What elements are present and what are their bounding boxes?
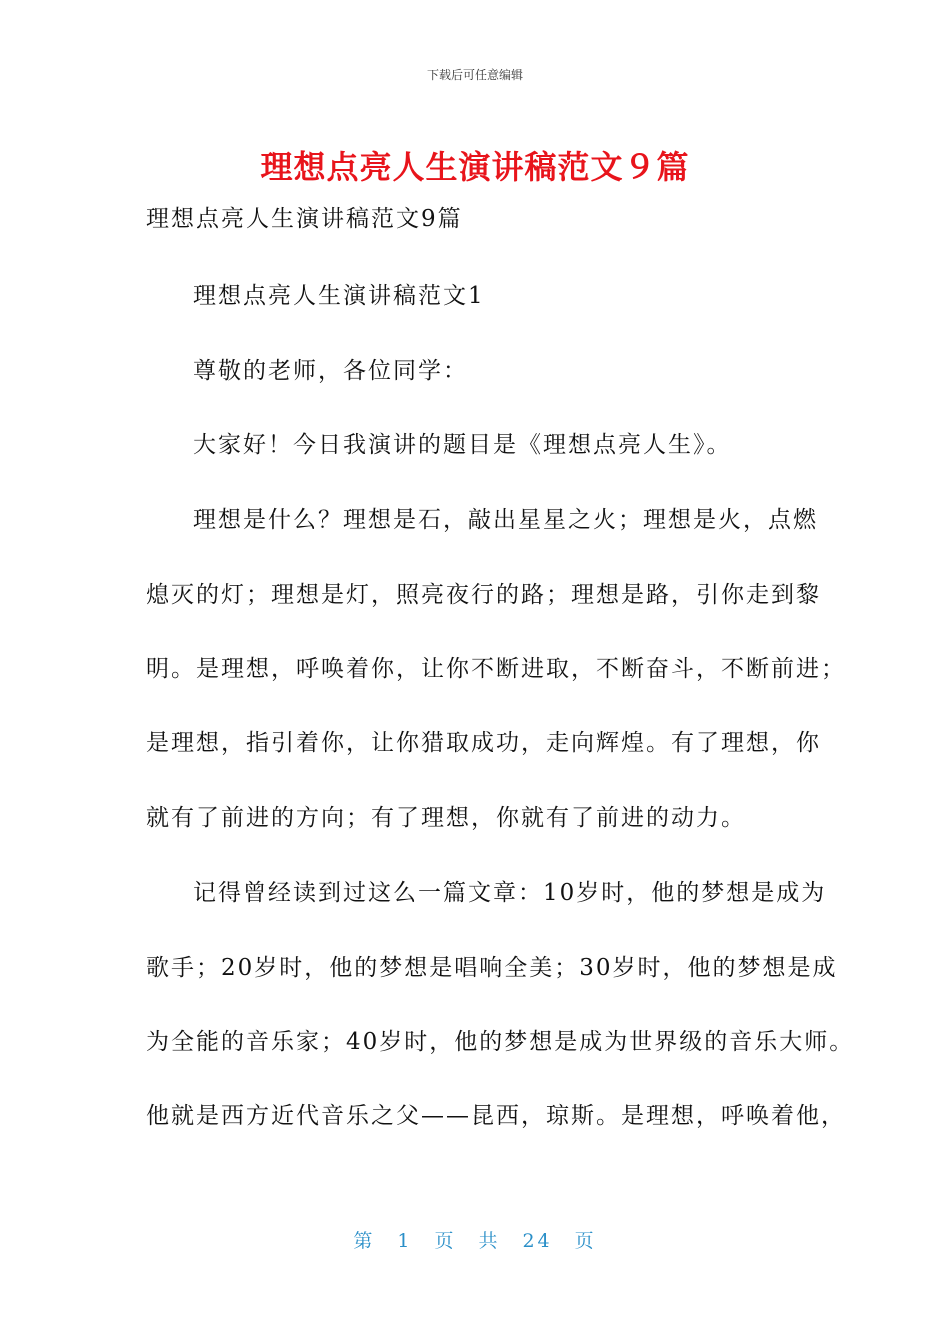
paragraph-line: 就有了前进的方向；有了理想，你就有了前进的动力。 — [146, 805, 746, 831]
paragraph-line: 大家好！今日我演讲的题目是《理想点亮人生》。 — [193, 432, 732, 458]
section-heading-line: 理想点亮人生演讲稿范文1 — [193, 283, 485, 309]
paragraph-line: 理想是什么？理想是石，敲出星星之火；理想是火，点燃 — [193, 507, 818, 533]
salutation-line: 尊敬的老师，各位同学： — [193, 358, 468, 384]
paragraph-line: 记得曾经读到过这么一篇文章：10岁时，他的梦想是成为 — [193, 880, 827, 906]
paragraph-line: 为全能的音乐家；40岁时，他的梦想是成为世界级的音乐大师。 — [146, 1029, 855, 1055]
doc-subtitle-line: 理想点亮人生演讲稿范文9篇 — [146, 206, 463, 232]
page-number-footer: 第 1 页 共 24 页 — [353, 1230, 597, 1252]
paragraph-line: 熄灭的灯；理想是灯，照亮夜行的路；理想是路，引你走到黎 — [146, 582, 821, 608]
paragraph-line: 是理想，指引着你，让你猎取成功，走向辉煌。有了理想，你 — [146, 730, 821, 756]
document-title: 理想点亮人生演讲稿范文９篇 — [260, 148, 690, 186]
paragraph-line: 明。是理想，呼唤着你，让你不断进取，不断奋斗，不断前进； — [146, 656, 846, 682]
paragraph-line: 歌手；20岁时，他的梦想是唱响全美；30岁时，他的梦想是成 — [146, 955, 838, 981]
header-note: 下载后可任意编辑 — [426, 68, 523, 82]
paragraph-line: 他就是西方近代音乐之父——昆西，琼斯。是理想，呼唤着他， — [146, 1103, 846, 1129]
